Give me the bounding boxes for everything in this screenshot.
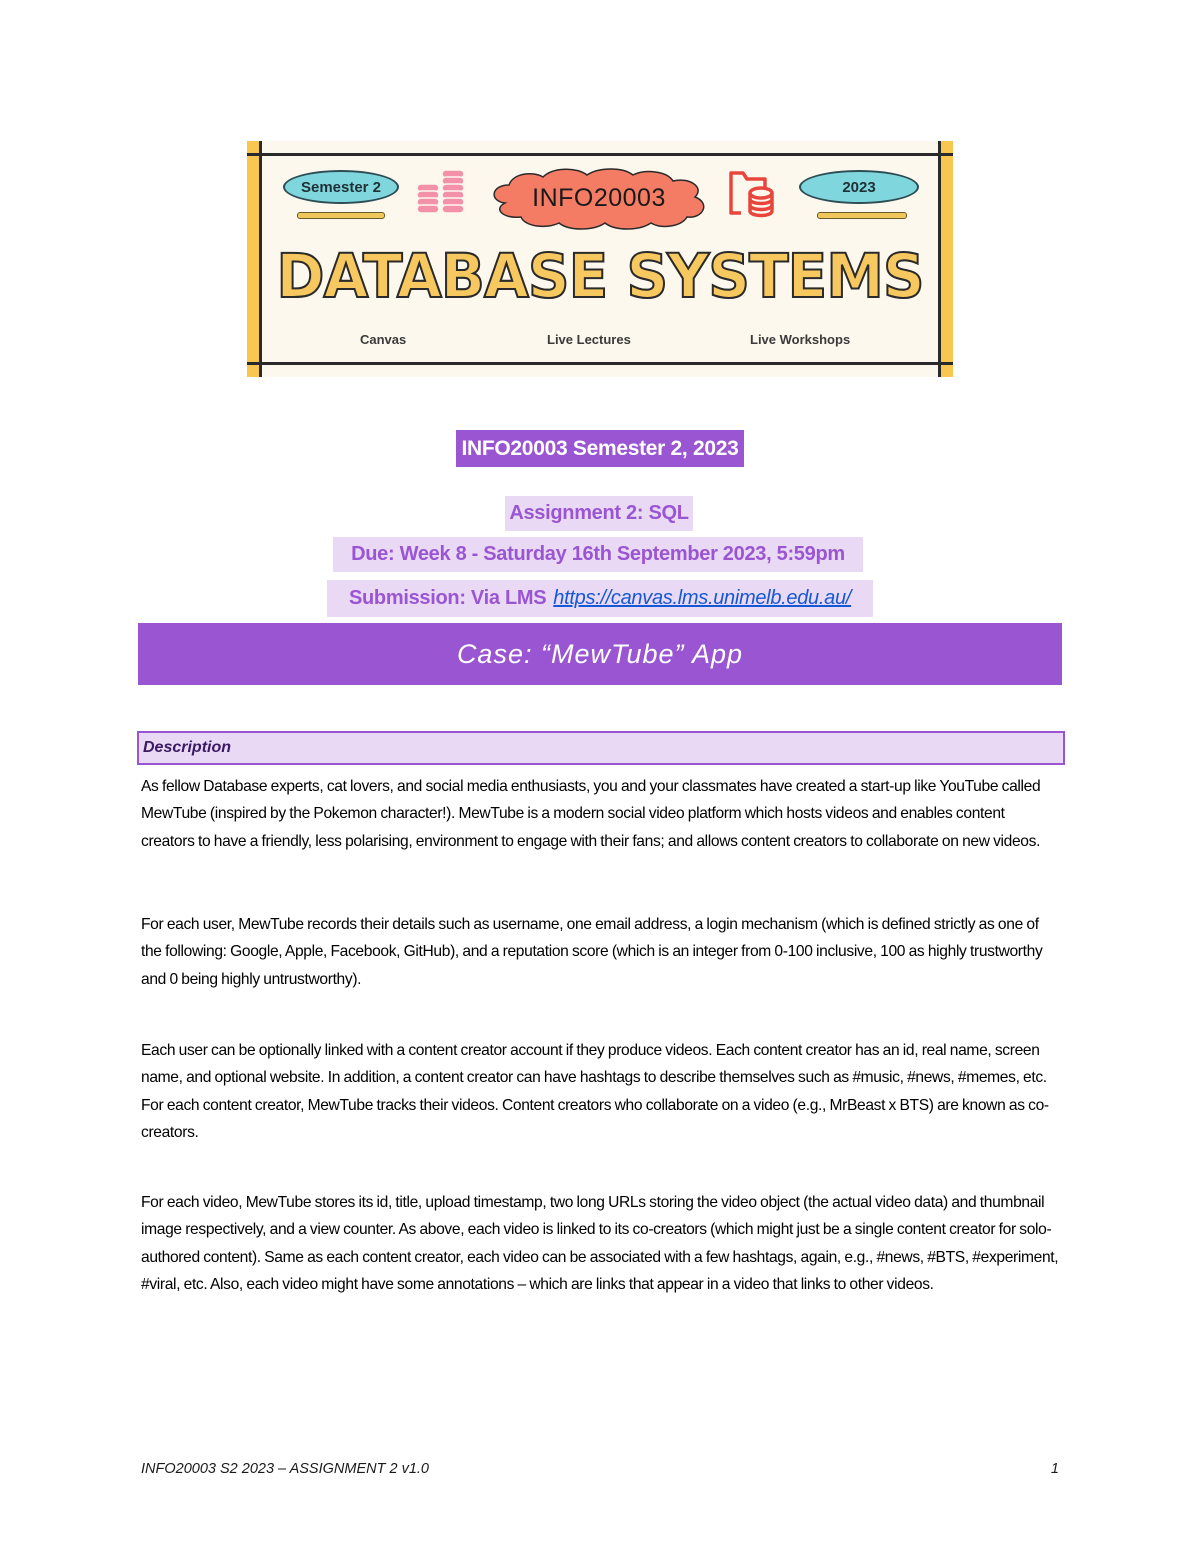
description-paragraph: As fellow Database experts, cat lovers, and social media enthusiasts, you and your classmates have created a start-up like YouTube called MewTube (inspired by the Pokemon character!). MewTube is a modern social video platform which hosts videos and enables content creators to have a friendly, less polarising, environment to engage with their fans; and allows content creators to collaborate on new videos. [141, 778, 1041, 850]
coins-stack-icon [415, 168, 471, 218]
folder-database-icon [727, 169, 779, 219]
course-banner [247, 141, 953, 377]
course-code-label: INFO20003 [532, 183, 666, 212]
banner-title: DATABASE SYSTEMS [276, 240, 924, 312]
description-paragraph: For each user, MewTube records their details such as username, one email address, a login mechanism (which is defined strictly as one of the following: Google, Apple, Facebook, GitHub), and a reputation score (which is an integer from 0-100 inclusive, 100 as highly trustworthy and 0 being highly untrustworthy). [141, 916, 1043, 988]
semester-pill: Semester 2 [283, 170, 399, 204]
submission-link[interactable]: https://canvas.lms.unimelb.edu.au/ [553, 587, 852, 609]
page-number: 1 [1050, 1461, 1059, 1477]
banner-tag-live-lectures: Live Lectures [547, 332, 631, 347]
decorative-bar [817, 212, 907, 219]
banner-tag-canvas: Canvas [360, 332, 407, 347]
footer-document-label: INFO20003 S2 2023 – ASSIGNMENT 2 v1.0 [141, 1461, 429, 1477]
description-paragraph: For each video, MewTube stores its id, title, upload timestamp, two long URLs storing the video object (the actual video data) and thumbnail image respectively, and a view counter. As above, each video is linked to its co-creators (which might just be a single content creator for solo-authored content). Same as each content creator, each video can be associated with a few hashtags, again, e.g., #news, #BTS, #experiment, #viral, etc. Also, each video might have some annotations – which are links that appear in a video that links to other videos. [141, 1194, 1059, 1293]
decorative-bar [297, 212, 385, 219]
description-paragraph: Each user can be optionally linked with a content creator account if they produce videos. Each content creator has an id, real name, screen name, and optional website. In addition, a content creator can have hashtags to describe themselves such as #music, #news, #memes, etc. For each content creator, MewTube tracks their videos. Content creators who collaborate on a video (e.g., MrBeast x BTS) are known as co-creators. [141, 1042, 1049, 1141]
year-pill: 2023 [799, 170, 919, 204]
case-title-banner: Case: “MewTube” App [138, 623, 1062, 685]
description-heading: Description [137, 731, 1065, 765]
banner-frame-line [247, 153, 953, 156]
submission-line [327, 580, 873, 617]
banner-frame-line [247, 362, 953, 365]
due-date: Due: Week 8 - Saturday 16th September 2023, 5:59pm [333, 537, 863, 572]
submission-label: Submission: Via LMS [348, 587, 547, 609]
assignment-title: Assignment 2: SQL [505, 496, 693, 531]
banner-tag-live-workshops: Live Workshops [750, 332, 851, 347]
course-semester-heading: INFO20003 Semester 2, 2023 [456, 430, 744, 467]
